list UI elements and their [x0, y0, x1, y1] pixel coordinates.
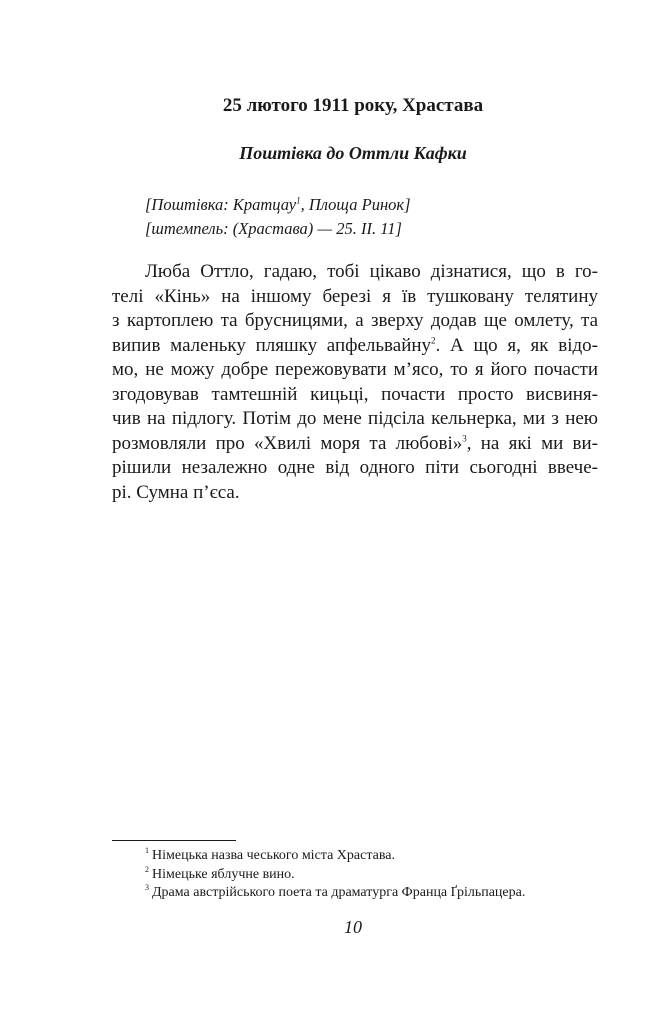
postmark-annotation-line: [штемпель: (Храстава) — 25. ІІ. 11] [145, 219, 402, 238]
body-line: розмовляли про «Хвилі моря та любові»$^3$, на які ми ви- [112, 432, 598, 454]
footnote-text: Німецька назва чеського міста Храстава. [152, 848, 395, 863]
letter-subheading: Поштівка до Оттли Кафки [239, 143, 467, 163]
footnote-ref: 1 [296, 195, 301, 206]
footnote-2 [145, 866, 615, 885]
footnote-3 [145, 884, 615, 903]
body-line: мо, не можу добре пережовувати м’ясо, то я його почасти [112, 359, 598, 380]
body-line: Люба Оттло, гадаю, тобі цікаво дізнатися, що в го- [145, 261, 598, 282]
footnote-text: Драма австрійського поета та драматурга Франца Ґрільпацера. [152, 885, 526, 900]
postcard-annotation [145, 193, 565, 241]
body-line: чив на підлогу. Потім до мене підсіла кельнерка, ми з нею [112, 408, 598, 429]
footnote-ref: 3 [462, 433, 467, 444]
footnote-number: 3 [145, 883, 149, 893]
footnotes [145, 847, 615, 903]
body-line: телі «Кінь» на іншому березі я їв тушковану телятину [112, 285, 598, 307]
footnote-number: 2 [145, 864, 149, 874]
footnote-1 [145, 847, 615, 866]
footnote-number: 1 [145, 846, 149, 856]
body-line: з картоплею та брусницями, а зверху додав ще омлету, та [112, 310, 598, 331]
body-line: випив маленьку пляшку апфельвайну$^2$. А що я, як відо- [112, 334, 598, 356]
body-line: згодовував тамтешній кицьці, почасти просто висвиня- [112, 383, 598, 405]
page-number: 10 [344, 917, 362, 937]
letter-body [112, 260, 598, 505]
letter-date-heading: 25 лютого 1911 року, Храстава [222, 95, 484, 116]
footnote-divider [112, 840, 236, 841]
footnote-text: Німецьке яблучне вино. [152, 866, 295, 882]
footnote-ref: 2 [431, 335, 436, 346]
body-line: рі. Сумна п’єса. [112, 481, 240, 503]
body-line: рішили незалежно одне від одного піти сьогодні ввече- [112, 457, 598, 478]
postcard-annotation-line: [Поштівка: Кратцау$^1$, Площа Ринок] [145, 195, 411, 214]
